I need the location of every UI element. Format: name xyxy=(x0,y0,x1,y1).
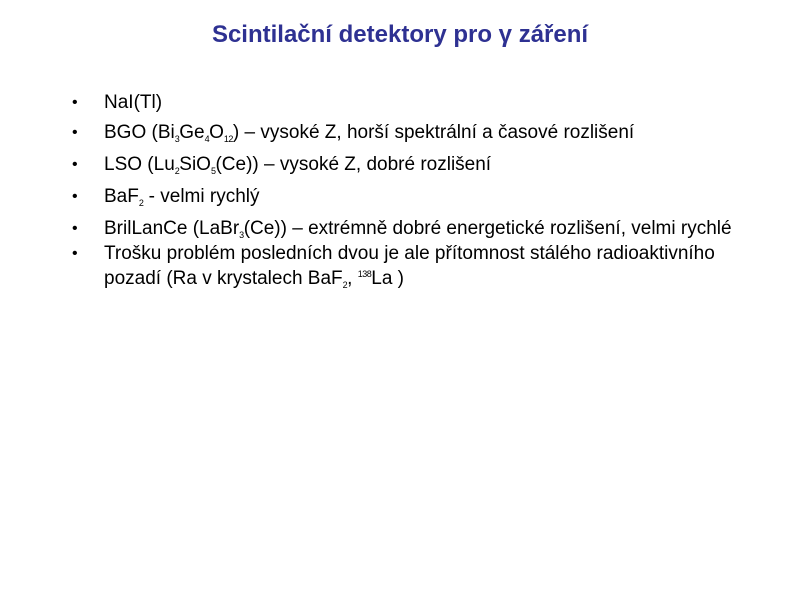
bullet-text xyxy=(104,243,715,289)
superscript: 138 xyxy=(357,269,372,279)
text-part: (Ce)) – vysoké Z, dobré rozlišení xyxy=(215,154,492,175)
text-part: (Ce)) – extrémně dobré energetické rozlišení, velmi rychlé xyxy=(243,218,732,239)
bullet-icon: • xyxy=(72,156,78,173)
bullet-icon: • xyxy=(72,124,78,141)
bullet-icon: • xyxy=(72,245,78,262)
bullet-item-baf2 xyxy=(72,184,732,209)
text-part: Ge xyxy=(179,122,205,143)
bullet-item-background xyxy=(72,241,732,291)
slide-title: Scintilační detektory pro γ záření xyxy=(211,21,589,48)
bullet-text xyxy=(104,186,260,207)
subscript: 3 xyxy=(239,230,244,240)
bullet-item-brillance xyxy=(72,216,732,241)
text-part: LSO (Lu xyxy=(104,154,175,175)
text-part: BaF xyxy=(104,186,139,207)
subscript: 2 xyxy=(174,166,180,176)
subscript: 2 xyxy=(138,198,144,208)
text-part: ) – vysoké Z, horší spektrální a časové rozlišení xyxy=(232,122,635,143)
text-part: - velmi rychlý xyxy=(143,186,260,207)
text-part: La ) xyxy=(371,268,405,289)
bullet-text xyxy=(104,122,634,143)
bullet-list xyxy=(72,90,732,291)
bullet-item-lso xyxy=(72,152,732,177)
subscript: 5 xyxy=(210,166,216,176)
bullet-text xyxy=(104,218,732,239)
text-part: Trošku problém posledních dvou je ale přítomnost stálého radioaktivního pozadí (Ra v krystalech BaF xyxy=(104,243,715,289)
bullet-icon: • xyxy=(72,220,78,237)
subscript: 12 xyxy=(223,134,233,144)
subscript: 3 xyxy=(174,134,180,144)
subscript: 4 xyxy=(204,134,210,144)
text-part: , xyxy=(347,268,358,289)
subscript: 2 xyxy=(342,280,348,290)
text-part: SiO xyxy=(179,154,211,175)
text-part: BGO (Bi xyxy=(104,122,175,143)
text-part: BrilLanCe (LaBr xyxy=(104,218,240,239)
bullet-text xyxy=(104,154,491,175)
bullet-item-bgo xyxy=(72,120,732,145)
bullet-text: NaI(Tl) xyxy=(104,92,163,113)
text-part: O xyxy=(209,122,224,143)
bullet-icon: • xyxy=(72,94,78,111)
bullet-icon: • xyxy=(72,188,78,205)
bullet-item-nai xyxy=(72,90,732,115)
